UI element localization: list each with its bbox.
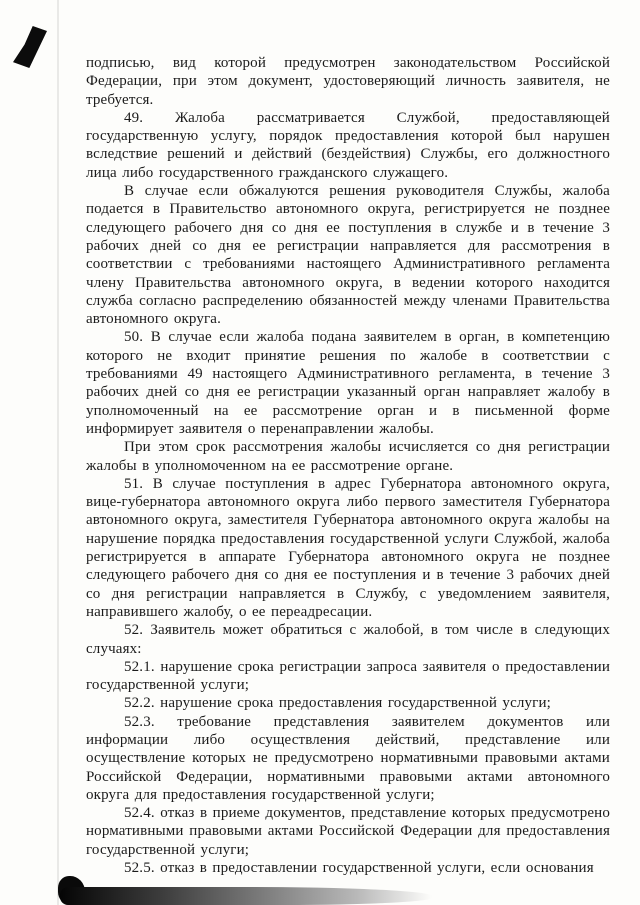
paragraph: 52.5. отказ в предоставлении государственной услуги, если основания [124,860,594,877]
document-text [86,54,610,877]
paragraph: 52.2. нарушение срока предоставления государственной услуги; [124,695,551,712]
paragraph: 50. В случае если жалоба подана заявителем в орган, в компетенцию которого не входит принятие решения по жалобе в соответствии с требованиями 49 настоящего Административного регламента, в течение 3 рабочих дней со дня ее регистрации указанный орган направляет жалобу в уполномоченный на ее рассмотрение орган и в письменной форме информирует заявителя о перенаправлении жалобы. [86,329,610,437]
scan-edge-left [57,0,59,905]
scan-artifact-top-left [13,26,47,68]
paragraph: 49. Жалоба рассматривается Службой, предоставляющей государственную услугу, порядок предоставления которой был нарушен вследствие решений и действий (бездействия) Службы, его должностного лица либо государственного гражданского служащего. [86,109,610,181]
paragraph: 52.1. нарушение срока регистрации запроса заявителя о предоставлении государственной услуги; [86,658,610,694]
paragraph: 52.4. отказ в приеме документов, представление которых предусмотрено нормативными правовыми актами Российской Федерации для предоставления государственной услуги; [86,805,610,858]
paragraph: При этом срок рассмотрения жалобы исчисляется со дня регистрации жалобы в уполномоченном на ее рассмотрение органе. [86,439,610,474]
paragraph: 51. В случае поступления в адрес Губернатора автономного округа, вице-губернатора автономного округа либо первого заместителя Губернатора автономного округа, заместителя Губернатора автономного округа жалобы на нарушение порядка предоставления государственной услуги Службой, жалоба регистрируется в аппарате Губернатора автономного округа не позднее следующего рабочего дня со дня ее поступления и в течение 3 рабочих дней со дня регистрации направляется в Службу, с уведомлением заявителя, направившего жалобу, о ее переадресации. [86,475,610,620]
paragraph: подписью, вид которой предусмотрен законодательством Российской Федерации, при этом документ, удостоверяющий личность заявителя, не требуется. [86,55,610,108]
paragraph: 52.3. требование представления заявителем документов или информации либо осуществления действий, представление или осуществление которых не предусмотрено нормативными правовыми актами Российской Федерации, нормативными правовыми актами автономного округа для предоставления государственной услуги; [86,713,610,803]
paragraph: 52. Заявитель может обратиться с жалобой, в том числе в следующих случаях: [86,622,610,657]
scan-artifact-bottom-strip [60,887,432,905]
paragraph: В случае если обжалуются решения руководителя Службы, жалоба подается в Правительство автономного округа, регистрируется не позднее следующего рабочего дня со дня ее поступления в службе и в течение 3 рабочих дней со дня ее регистрации направляется для рассмотрения в соответствии с требованиями настоящего Административного регламента члену Правительства автономного округа, в ведении которого находится служба согласно распределению обязанностей между членами Правительства автономного округа. [86,183,610,328]
